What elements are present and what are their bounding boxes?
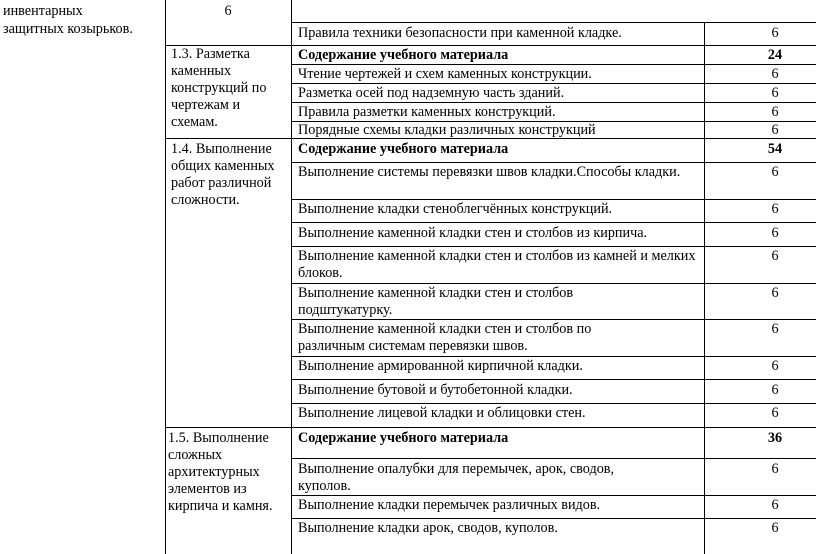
- row-border: [291, 495, 816, 496]
- row-border: [291, 283, 816, 284]
- row-border: [165, 427, 816, 428]
- row-text: Выполнение кладки стеноблегчённых конструкций.: [298, 201, 613, 217]
- row-hours: 6: [771, 225, 779, 241]
- row-border: [291, 22, 816, 23]
- row-text: Чтение чертежей и схем каменных конструкции.: [298, 66, 592, 82]
- row-border: [291, 458, 816, 459]
- row-border: [291, 356, 816, 357]
- row-border: [291, 83, 816, 84]
- row-border: [291, 518, 816, 519]
- topic-title: 1.3. Разметка каменных конструкций по чертежам и схемам.: [171, 46, 267, 130]
- row-text: Порядные схемы кладки различных конструкций: [298, 122, 596, 138]
- row-text: Выполнение кладки арок, сводов, куполов.: [298, 520, 558, 536]
- row-hours: 6: [771, 122, 779, 138]
- row-text: Содержание учебного материала: [298, 430, 509, 446]
- row-hours: 54: [767, 141, 783, 157]
- row-border: [291, 222, 816, 223]
- row-border: [291, 64, 816, 65]
- row-border: [291, 102, 816, 103]
- col1-text-line: защитных козырьков.: [3, 21, 133, 37]
- row-border: [291, 403, 816, 404]
- row-border: [291, 246, 816, 247]
- row-hours: 36: [767, 430, 783, 446]
- row-border: [291, 379, 816, 380]
- row-text: Выполнение каменной кладки стен и столбов по различным системам перевязки швов.: [298, 321, 592, 354]
- row-hours: 6: [771, 285, 779, 301]
- row-text: Содержание учебного материала: [298, 141, 509, 157]
- row-hours: 6: [771, 461, 779, 477]
- topic-title: 1.5. Выполнение сложных архитектурных элементов из кирпича и камня.: [168, 430, 273, 514]
- row-text: Выполнение системы перевязки швов кладки.Способы кладки.: [298, 164, 681, 180]
- row-hours: 6: [771, 25, 779, 41]
- row-border: [291, 199, 816, 200]
- row-hours: 6: [771, 85, 779, 101]
- row-hours: 6: [771, 405, 779, 421]
- col1-right-border: [165, 0, 166, 554]
- col2-hours: 6: [224, 3, 232, 19]
- row-text: Правила разметки каменных конструкций.: [298, 104, 556, 120]
- row-text: Выполнение каменной кладки стен и столбов из камней и мелких блоков.: [298, 248, 696, 281]
- row-text: Выполнение опалубки для перемычек, арок, сводов, куполов.: [298, 461, 615, 494]
- row-hours: 6: [771, 520, 779, 536]
- row-hours: 6: [771, 164, 779, 180]
- row-hours: 6: [771, 248, 779, 264]
- row-text: Выполнение кладки перемычек различных видов.: [298, 497, 601, 513]
- row-hours: 6: [771, 358, 779, 374]
- row-border: [291, 319, 816, 320]
- row-text: Выполнение каменной кладки стен и столбов подштукатурку.: [298, 285, 574, 318]
- row-hours: 6: [771, 497, 779, 513]
- row-text: Правила техники безопасности при каменной кладке.: [298, 25, 622, 41]
- row-hours: 6: [771, 382, 779, 398]
- row-text: Выполнение армированной кирпичной кладки.: [298, 358, 583, 374]
- row-text: Выполнение бутовой и бутобетонной кладки.: [298, 382, 573, 398]
- topic-title: 1.4. Выполнение общих каменных работ различной сложности.: [171, 141, 275, 208]
- row-text: Содержание учебного материала: [298, 47, 509, 63]
- row-text: Разметка осей под надземную часть зданий.: [298, 85, 565, 101]
- row-hours: 24: [767, 47, 783, 63]
- row-hours: 6: [771, 321, 779, 337]
- row-text: Выполнение лицевой кладки и облицовки стен.: [298, 405, 586, 421]
- row-hours: 6: [771, 104, 779, 120]
- col1-text-line: инвентарных: [3, 3, 83, 19]
- row-hours: 6: [771, 66, 779, 82]
- row-border: [291, 162, 816, 163]
- row-hours: 6: [771, 201, 779, 217]
- row-text: Выполнение каменной кладки стен и столбов из кирпича.: [298, 225, 648, 241]
